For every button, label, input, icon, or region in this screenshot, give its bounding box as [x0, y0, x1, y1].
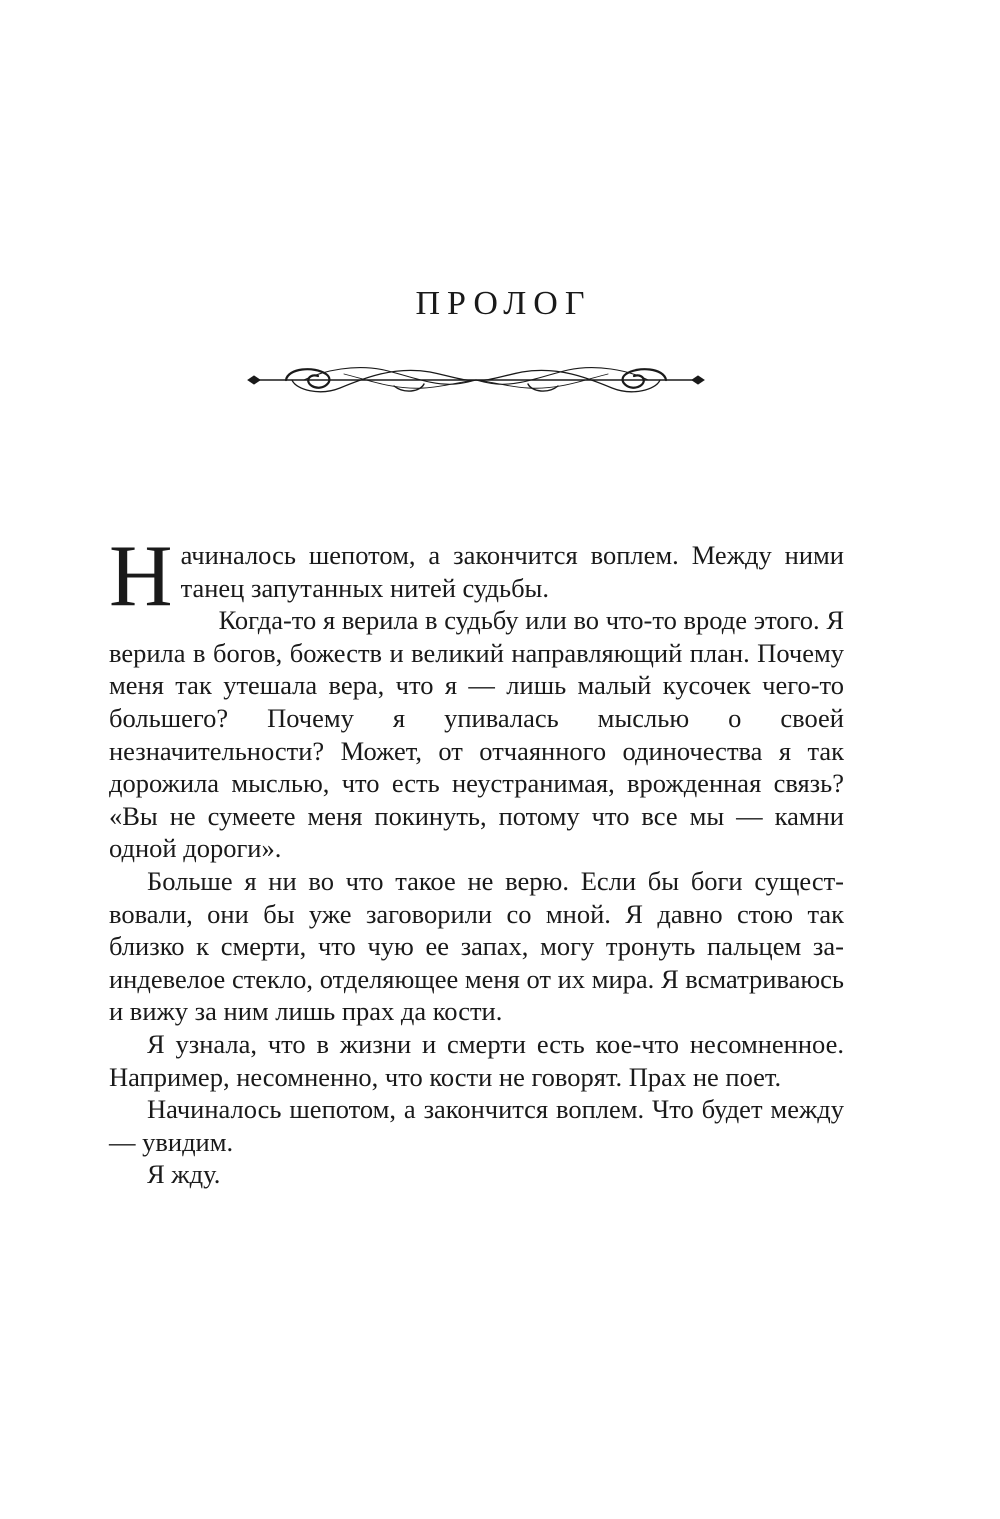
paragraph: Больше я ни во что такое не верю. Если бы боги существовали, они бы уже заговорили со мной. Я давно стою так близко к смерти, что чую ее запах, могу тронуть пальцем заиндевелое стекло, отделяющее меня от их мира. Я всматриваюсь и вижу за ним лишь прах да кости.	[109, 865, 844, 1027]
paragraph: Я жду.	[147, 1159, 221, 1190]
paragraph: Начиналось шепотом, а закончится воплем. Что будет между — увидим.	[109, 1094, 844, 1157]
paragraph: Я узнала, что в жизни и смерти есть кое-что несомненное. Например, несомненно, что кости не говорят. Прах не поет.	[109, 1028, 844, 1092]
chapter-body	[109, 528, 844, 1191]
paragraph: Когда-то я верила в судьбу или во что-то вроде этого. Я верила в богов, божеств и великий направляющий план. Почему меня так утешала вера, что я — лишь малый кусочек чего-то большего? Почему я упивалась мыслью о своей незначительности? Может, от отчаянного одиночества я так дорожила мыслью, что есть неустранимая, врожденная связь? «Вы не сумеете меня покинуть, потому что все мы — камни одной дороги».	[109, 605, 844, 864]
paragraph	[109, 528, 844, 625]
chapter-title: ПРОЛОГ	[415, 285, 592, 322]
paragraph-text: ачиналось шепотом, а закончится воплем. Между ними танец запутанных нитей судьбы.	[180, 540, 844, 603]
drop-cap: Н	[109, 528, 173, 625]
flourish-divider-icon	[244, 356, 708, 406]
